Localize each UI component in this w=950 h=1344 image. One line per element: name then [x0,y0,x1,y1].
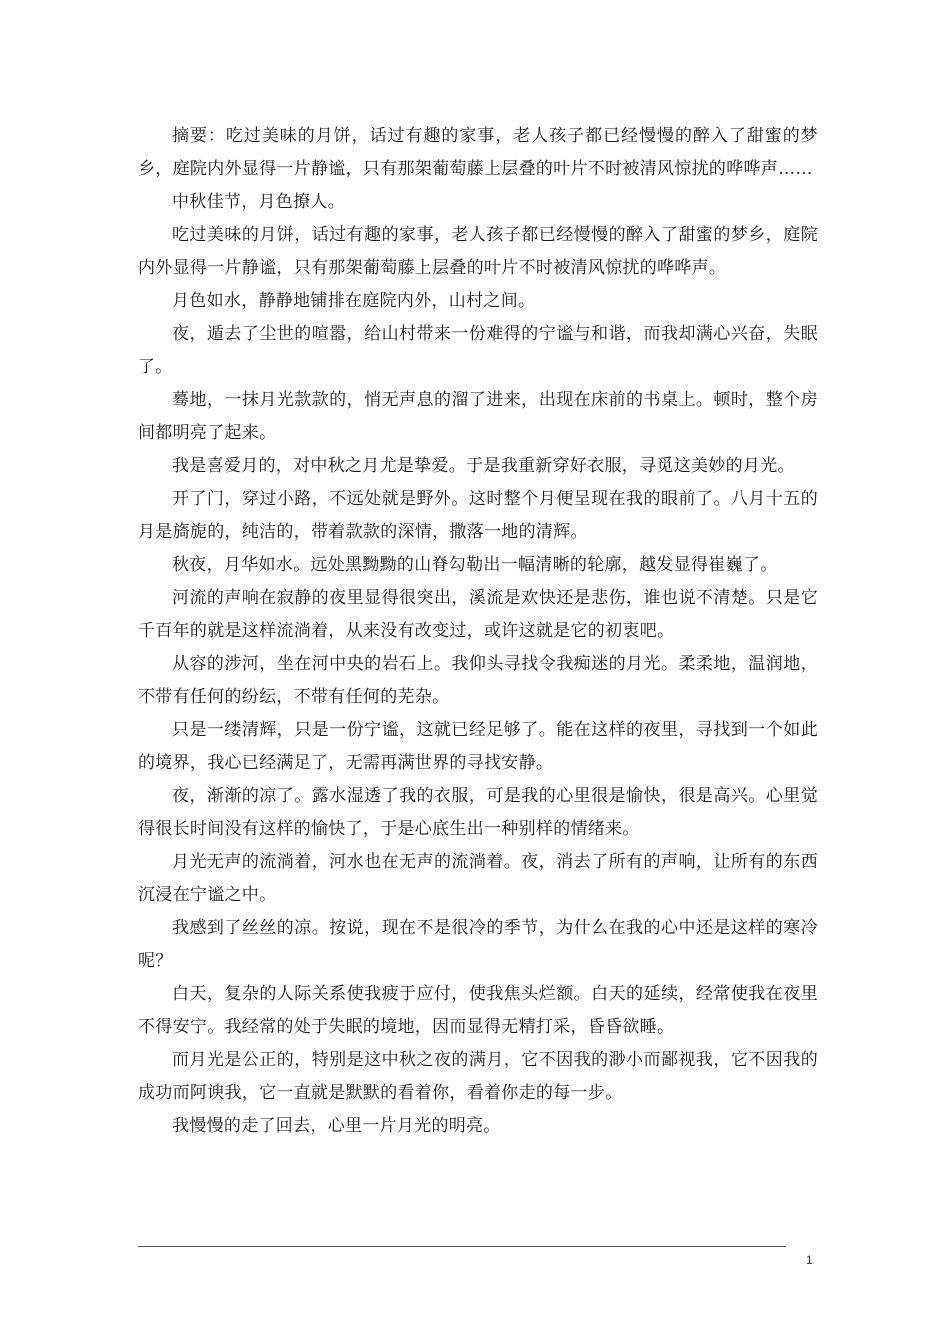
paragraph: 夜，遁去了尘世的喧嚣，给山村带来一份难得的宁谧与和谐，而我却满心兴奋，失眠了。 [138,324,818,377]
paragraph: 从容的涉河，坐在河中央的岩石上。我仰头寻找令我痴迷的月光。柔柔地，温润地，不带有任何的纷纭，不带有任何的芜杂。 [138,654,818,707]
document-body [138,120,818,1143]
paragraph: 蓦地，一抹月光款款的，悄无声息的溜了进来，出现在床前的书桌上。顿时，整个房间都明亮了起来。 [138,390,818,443]
paragraph-abstract: 摘要：吃过美味的月饼，话过有趣的家事，老人孩子都已经慢慢的醉入了甜蜜的梦乡，庭院内外显得一片静谧，只有那架葡萄藤上层叠的叶片不时被清风惊扰的哗哗声…… [138,126,818,179]
paragraph: 我是喜爱月的，对中秋之月尤是挚爱。于是我重新穿好衣服，寻觅这美妙的月光。 [172,456,795,476]
paragraph: 我慢慢的走了回去，心里一片月光的明亮。 [172,1116,501,1136]
paragraph: 而月光是公正的，特别是这中秋之夜的满月，它不因我的渺小而鄙视我，它不因我的成功而阿谀我，它一直就是默默的看着你，看着你走的每一步。 [138,1050,818,1103]
paragraph: 开了门，穿过小路，不远处就是野外。这时整个月便呈现在我的眼前了。八月十五的月是旖旎的，纯洁的，带着款款的深情，撒落一地的清辉。 [138,489,818,542]
paragraph: 河流的声响在寂静的夜里显得很突出，溪流是欢快还是悲伤，谁也说不清楚。只是它千百年的就是这样流淌着，从来没有改变过，或许这就是它的初衷吧。 [138,588,818,641]
paragraph: 秋夜，月华如水。远处黑黝黝的山脊勾勒出一幅清晰的轮廓，越发显得崔巍了。 [172,555,778,575]
paragraph: 夜，渐渐的凉了。露水湿透了我的衣服，可是我的心里很是愉快，很是高兴。心里觉得很长时间没有这样的愉快了，于是心底生出一种别样的情绪来。 [138,786,818,839]
paragraph: 月光无声的流淌着，河水也在无声的流淌着。夜，消去了所有的声响，让所有的东西沉浸在宁谧之中。 [138,852,818,905]
paragraph: 吃过美味的月饼，话过有趣的家事，老人孩子都已经慢慢的醉入了甜蜜的梦乡，庭院内外显得一片静谧，只有那架葡萄藤上层叠的叶片不时被清风惊扰的哗哗声。 [138,225,818,278]
paragraph: 白天，复杂的人际关系使我疲于应付，使我焦头烂额。白天的延续，经常使我在夜里不得安宁。我经常的处于失眠的境地，因而显得无精打采，昏昏欲睡。 [138,984,818,1037]
paragraph: 中秋佳节，月色撩人。 [172,192,345,212]
paragraph: 我感到了丝丝的凉。按说，现在不是很冷的季节，为什么在我的心中还是这样的寒冷呢？ [138,918,818,971]
footer-divider [138,1246,786,1247]
paragraph: 只是一缕清辉，只是一份宁谧，这就已经足够了。能在这样的夜里，寻找到一个如此的境界，我心已经满足了，无需再满世界的寻找安静。 [138,720,818,773]
paragraph: 月色如水，静静地铺排在庭院内外，山村之间。 [172,291,536,311]
page-number: 1 [806,1253,813,1267]
